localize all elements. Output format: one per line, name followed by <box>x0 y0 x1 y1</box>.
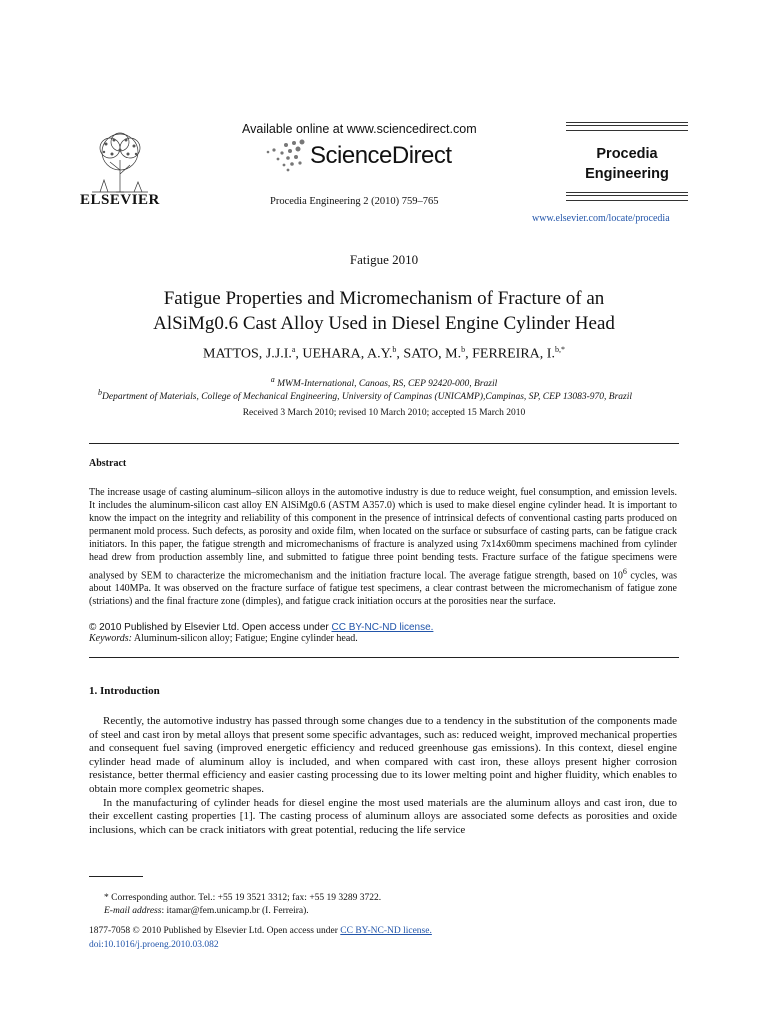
section-heading: 1. Introduction <box>89 685 160 697</box>
abstract-text: cycles, was about 140MPa. It was observed on the fracture surface of fatigue test specimens, a clear contrast between the micromechanism of fatigue zone (striations) and the final fracture zone (dimples), and fatigue crack initiation occurs at the porosities near the surface. <box>89 569 677 608</box>
license-link[interactable]: CC BY-NC-ND license. <box>340 926 432 936</box>
procedia-title <box>566 144 688 184</box>
copyright-icon: © <box>89 622 97 633</box>
author-name: MATTOS, J.J.I. <box>203 346 292 362</box>
author-affiliation-mark: b,* <box>554 345 565 354</box>
procedia-line1: Procedia <box>596 146 658 162</box>
abstract-heading: Abstract <box>89 458 127 469</box>
sciencedirect-logo[interactable] <box>262 138 462 178</box>
sciencedirect-wordmark: ScienceDirect <box>310 142 452 169</box>
divider <box>566 122 688 123</box>
author-list <box>0 345 768 363</box>
copyright-line <box>89 622 433 633</box>
paragraph: In the manufacturing of cylinder heads for diesel engine the most used materials are the aluminum alloys and cast iron, due to their excellent casting properties [1]. The casting process of aluminum alloys are associated some defects as porosities and oxide inclusions, which can be crack initiators with great potential, reducing the life service <box>89 796 677 836</box>
affiliation-text: Department of Materials, College of Mechanical Engineering, University of Campinas (UNICAMP),Campinas, SP, CEP 13083-970, Brazil <box>102 392 633 403</box>
paragraph: Recently, the automotive industry has passed through some changes due to a tendency in the substitution of the components made of steel and cast iron by metal alloys that present some specific advantages, such as: reduced weight, improved mechanical properties and consequent fuel saving (improved energetic efficiency and reduced greenhouse gas emissions). In this context, diesel engine cylinder head made of aluminum alloy is included, and when compared with cast iron, these alloys present higher corrosion resistance, better thermal efficiency and easier casting processing due to its lower melting point and higher fluidity, which enables to obtain more complex geometric shapes. <box>89 715 677 795</box>
keywords-label: Keywords: <box>89 633 132 644</box>
email-note <box>104 906 309 916</box>
section-body <box>89 715 677 837</box>
available-online-text[interactable]: Available online at www.sciencedirect.com <box>242 122 477 136</box>
exponent: 6 <box>622 566 627 576</box>
author-affiliation-mark: b <box>392 345 397 354</box>
author-name: SATO, M. <box>403 346 462 362</box>
footnote-divider <box>89 876 143 877</box>
issn: 1877-7058 <box>89 926 133 936</box>
copyright-text: 2010 Published by Elsevier Ltd. Open access under <box>96 622 332 633</box>
email-address: : itamar@fem.unicamp.br (I. Ferreira). <box>161 906 309 916</box>
doi-link[interactable]: doi:10.1016/j.proeng.2010.03.082 <box>89 940 219 950</box>
author-affiliation-mark: a <box>291 345 296 354</box>
license-link[interactable]: CC BY-NC-ND license. <box>331 622 434 633</box>
copyright-text: 2010 Published by Elsevier Ltd. Open access under <box>139 926 341 936</box>
conference-name: Fatigue 2010 <box>349 252 419 267</box>
divider <box>566 192 688 193</box>
corresponding-author-note: * Corresponding author. Tel.: +55 19 3521 3312; fax: +55 19 3289 3722. <box>104 893 382 903</box>
divider <box>566 195 688 196</box>
divider <box>566 130 688 131</box>
author-separator: , <box>295 346 303 362</box>
keywords <box>89 633 358 644</box>
title-line-2: AlSiMg0.6 Cast Alloy Used in Diesel Engine Cylinder Head <box>153 313 615 334</box>
copyright-icon: © <box>132 926 140 936</box>
keywords-text: Aluminum-silicon alloy; Fatigue; Engine cylinder head. <box>131 633 358 644</box>
divider <box>566 125 688 126</box>
author-name: UEHARA, A.Y. <box>302 346 393 362</box>
procedia-engineering-logo <box>566 122 688 202</box>
affiliation-mark: a <box>270 375 275 384</box>
procedia-line2: Engineering <box>585 166 669 182</box>
title-line-1: Fatigue Properties and Micromechanism of Fracture of an <box>163 288 605 309</box>
author-separator: , <box>396 346 404 362</box>
journal-reference: Procedia Engineering 2 (2010) 759–765 <box>270 196 439 207</box>
author-separator: , <box>465 346 473 362</box>
abstract-text: The increase usage of casting aluminum–silicon alloys in the automotive industry is due to reduce weight, fuel consumption, and emission levels. It includes the aluminum-silicon cast alloy EN AlSiMg0.6 (ASTM A357.0) which is used to make diesel engine cylinder head. It is important to know the impact on the integrity and reliability of this component in the presence of intrinsical defects of conventional casting parts produced on permanent mold process. Such defects, as porosity and oxide film, when located on the surface or subsurface of casting parts, can be fatigue crack initiators. In this paper, the fatigue strength and micromechanisms of fracture is analyzed using 7x14x60mm specimens machined from cylinder head drew from production assembly line, and submitted to fatigue three point bending tests. Fracture surface of the fatigue specimens were analysed by SEM to characterize the micromechanism and the initiation fracture local. The average fatigue strength, based on 10 <box>89 487 677 581</box>
publisher-name: ELSEVIER <box>80 192 160 208</box>
abstract-body <box>89 486 677 608</box>
received-dates: Received 3 March 2010; revised 10 March 2010; accepted 15 March 2010 <box>242 408 526 418</box>
sciencedirect-dots-icon <box>262 138 308 174</box>
author-affiliation-mark: b <box>461 345 466 354</box>
article-title <box>0 286 768 336</box>
affiliation-b <box>98 388 632 402</box>
email-label: E-mail address <box>104 906 162 916</box>
author-name: FERREIRA, I. <box>472 346 555 362</box>
journal-url-link[interactable]: www.elsevier.com/locate/procedia <box>532 213 670 224</box>
issn-copyright-line <box>89 926 432 936</box>
affiliation-text: MWM-International, Canoas, RS, CEP 92420-000, Brazil <box>277 379 498 390</box>
divider <box>566 200 688 201</box>
affiliation-mark: b <box>98 388 102 397</box>
divider <box>89 657 679 658</box>
divider <box>89 443 679 444</box>
